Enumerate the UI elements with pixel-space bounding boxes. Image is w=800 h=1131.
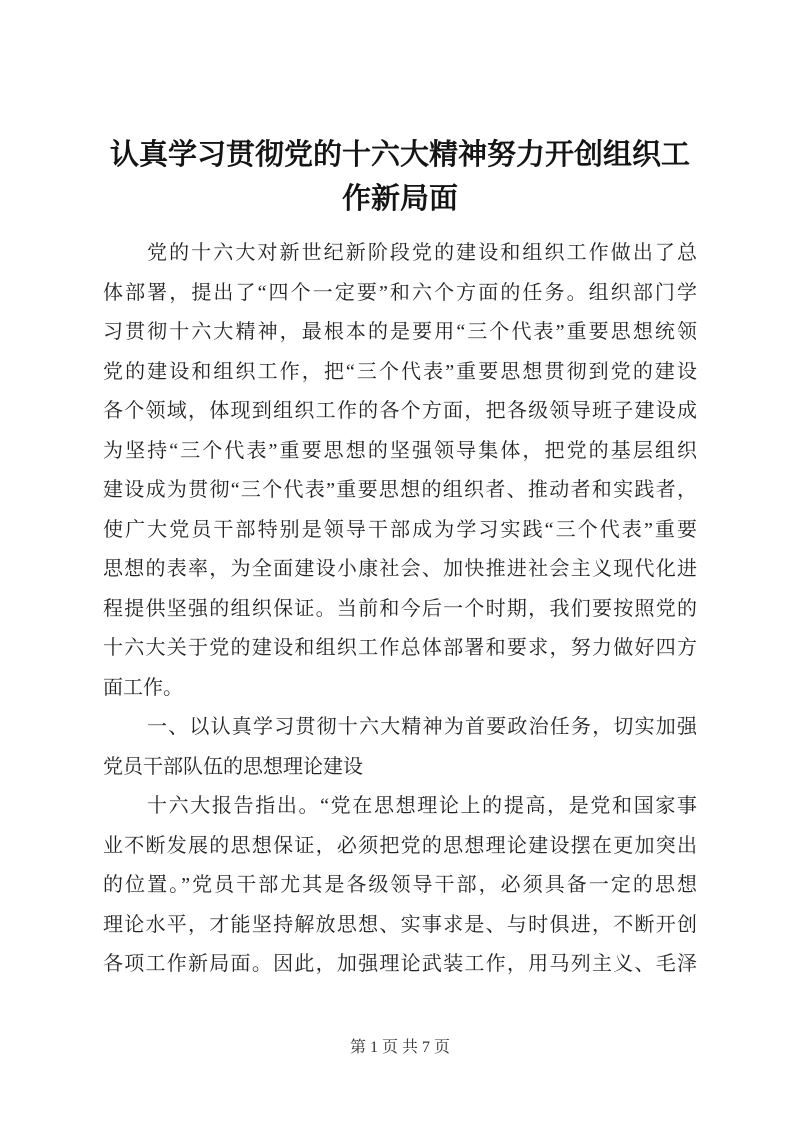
body-line: 党员干部队伍的思想理论建设 — [103, 755, 363, 778]
body-line: 各个领域，体现到组织工作的各个方面，把各级领导班子建设成 — [103, 400, 697, 422]
body-line: 建设成为贯彻“三个代表”重要思想的组织者、推动者和实践者， — [103, 479, 697, 501]
body-line: 使广大党员干部特别是领导干部成为学习实践“三个代表”重要 — [103, 518, 697, 541]
body-line: 理论水平，才能坚持解放思想、实事求是、与时俱进，不断开创 — [103, 913, 697, 936]
body-line: 面工作。 — [103, 676, 183, 699]
body-line: 业不断发展的思想保证，必须把党的思想理论建设摆在更加突出 — [103, 834, 697, 857]
body-line: 各项工作新局面。因此，加强理论武装工作，用马列主义、毛泽 — [103, 953, 697, 975]
page-footer — [0, 1036, 800, 1060]
document-title — [103, 133, 697, 221]
body-line: 体部署，提出了“四个一定要”和六个方面的任务。组织部门学 — [103, 281, 697, 304]
body-line: 一、以认真学习贯彻十六大精神为首要政治任务，切实加强 — [147, 716, 697, 738]
title-line: 作新局面 — [341, 183, 458, 215]
body-line: 的位置。”党员干部尤其是各级领导干部，必须具备一定的思想 — [103, 874, 697, 896]
page-number: 第 1 页 共 7 页 — [349, 1039, 450, 1056]
body-line: 党的建设和组织工作，把“三个代表”重要思想贯彻到党的建设 — [103, 360, 697, 383]
document-body — [103, 234, 697, 985]
body-line: 习贯彻十六大精神，最根本的是要用“三个代表”重要思想统领 — [103, 321, 697, 343]
body-line: 程提供坚强的组织保证。当前和今后一个时期，我们要按照党的 — [103, 597, 697, 620]
body-line: 十六大关于党的建设和组织工作总体部署和要求，努力做好四方 — [103, 637, 697, 659]
body-line: 十六大报告指出。“党在思想理论上的提高，是党和国家事 — [147, 795, 697, 817]
body-line: 思想的表率，为全面建设小康社会、加快推进社会主义现代化进 — [103, 558, 697, 580]
body-line: 党的十六大对新世纪新阶段党的建设和组织工作做出了总 — [147, 242, 697, 264]
body-line: 为坚持“三个代表”重要思想的坚强领导集体，把党的基层组织 — [103, 439, 697, 462]
title-line: 认真学习贯彻党的十六大精神努力开创组织工 — [109, 139, 690, 171]
